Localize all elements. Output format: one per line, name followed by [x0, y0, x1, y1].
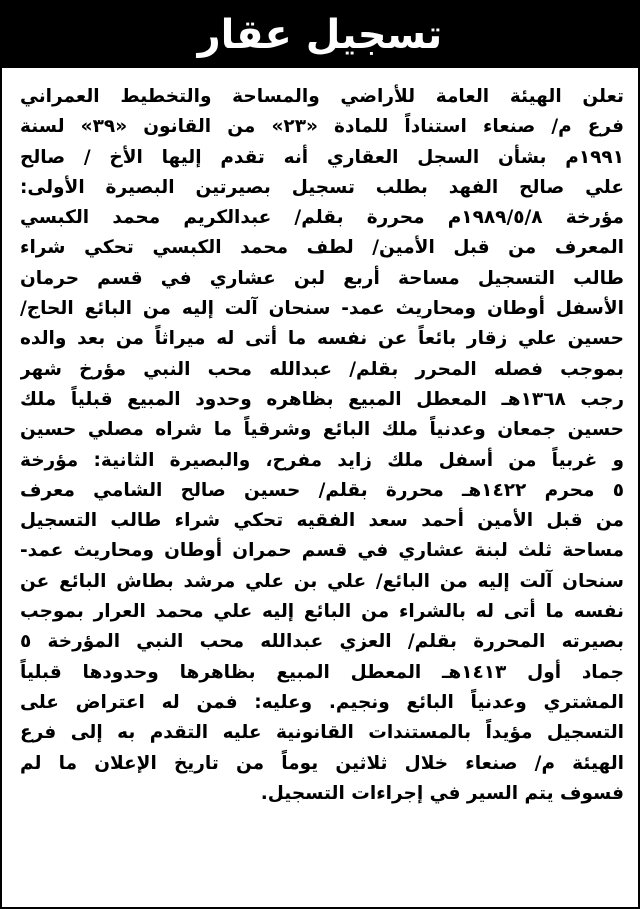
notice-body — [20, 82, 624, 809]
notice-line: علي صالح الفهد بطلب تسجيل بصيرتين البصيرة الأولى: — [20, 176, 624, 198]
notice-line: التسجيل مؤيداً بالمستندات القانونية عليه التقدم به إلى فرع — [20, 722, 624, 744]
notice-line: المشتري وعدنياً البائع ونجيم. وعليه: فمن له اعتراض على — [20, 691, 624, 713]
notice-line: الهيئة م/ صنعاء خلال ثلاثين يوماً من تاريخ الإعلان ما لم — [20, 752, 624, 774]
notice-line: مساحة ثلث لبنة عشاري في قسم حمران أوطان ومحاريث عمد- — [20, 540, 624, 562]
notice-line: جماد أول ١٤١٣هـ المعطل المبيع بظاهرها وحدودها قبلياً — [20, 661, 624, 683]
notice-line: سنحان آلت إليه من البائع/ علي بن علي مرشد بطاش البائع عن — [20, 570, 624, 592]
notice-line: ٥ محرم ١٤٢٢هـ محررة بقلم/ حسين صالح الشامي معرف — [20, 479, 624, 501]
notice-line: مؤرخة ١٩٨٩/٥/٨م محررة بقلم/ عبدالكريم محمد الكبسي — [20, 207, 624, 229]
notice-line: و غربياً من أسفل ملك زايد مفرح، والبصيرة الثانية: مؤرخة — [20, 449, 624, 471]
notice-line: فرع م/ صنعاء استناداً للمادة «٢٣» من القانون «٣٩» لسنة — [20, 116, 624, 138]
notice-line: تعلن الهيئة العامة للأراضي والمساحة والتخطيط العمراني — [20, 86, 624, 107]
notice-line: نفسه ما أتى له بالشراء من البائع إليه علي محمد العرار بموجب — [20, 601, 624, 623]
notice-header-bar — [2, 2, 638, 68]
notice-line: حسين جمعان وعدنياً ملك البائع وشرقياً ما شراه مصلي حسين — [20, 419, 624, 441]
notice-line: طالب التسجيل مساحة أربع لبن عشاري في قسم حرمان — [20, 267, 624, 289]
notice-line: رجب ١٣٦٨هـ المعطل المبيع بظاهره وحدود المبيع قبلياً ملك — [20, 388, 624, 410]
notice-line: فسوف يتم السير في إجراءات التسجيل. — [260, 782, 624, 804]
notice-line: الأسفل أوطان ومحاريث عمد- سنحان آلت إليه من البائع الحاج/ — [20, 298, 624, 320]
notice-line: بصيرته المحررة بقلم/ العزي عبدالله محب النبي المؤرخة ٥ — [20, 631, 624, 653]
notice-line: بموجب فصله المحرر بقلم/ عبدالله محب النبي مؤرخ شهر — [20, 358, 624, 380]
notice-line: المعرف من قبل الأمين/ لطف محمد الكبسي تحكي شراء — [20, 237, 624, 259]
notice-line: ١٩٩١م بشأن السجل العقاري أنه تقدم إليها الأخ / صالح — [20, 146, 624, 168]
notice-title: تسجيل عقار — [197, 12, 443, 58]
notice-line: من قبل الأمين أحمد سعد الفقيه تحكي شراء طالب التسجيل — [20, 510, 624, 532]
notice-line: حسين علي زقار بائعاً عن نفسه ما أتى له ميراثاً من بعد والده — [20, 328, 624, 350]
